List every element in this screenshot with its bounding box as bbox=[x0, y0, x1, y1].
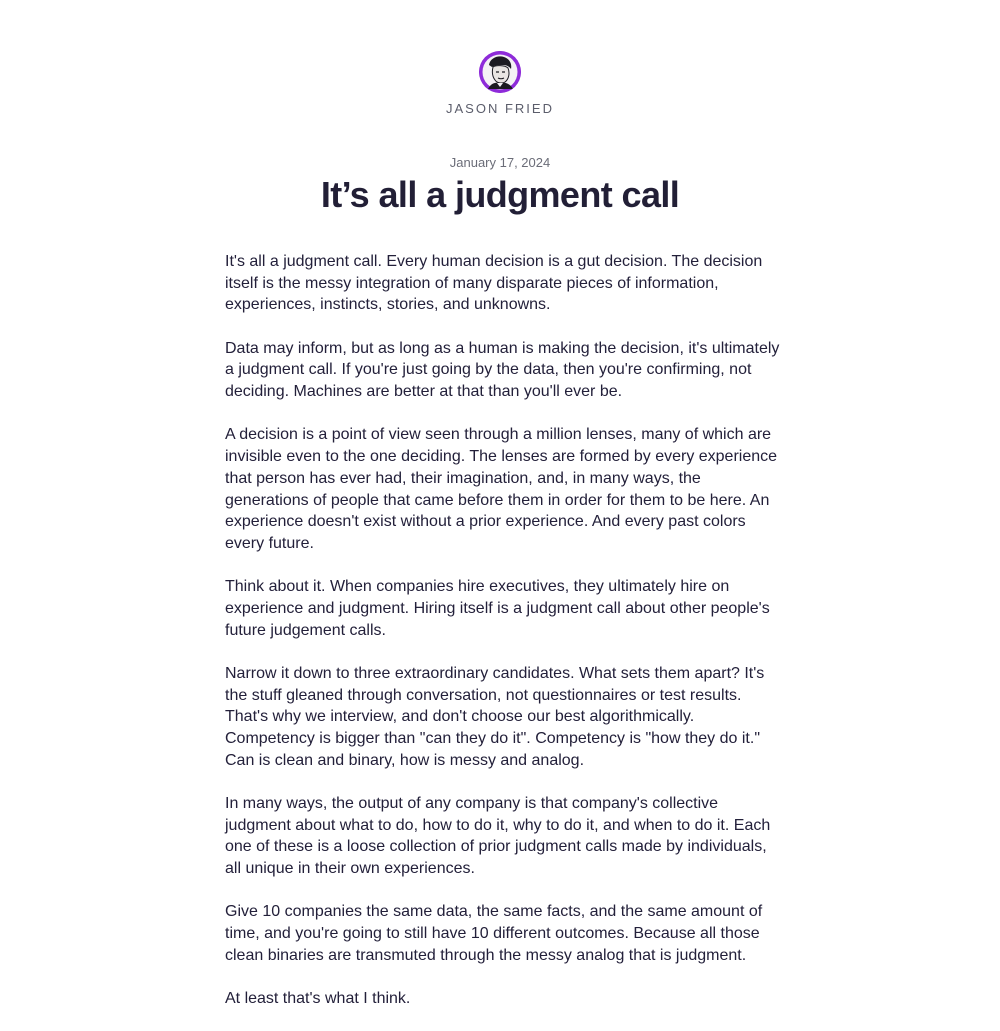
post-date: January 17, 2024 bbox=[449, 155, 551, 170]
paragraph: In many ways, the output of any company is that company's collective judgment about what to do, how to do it, why to do it, and when to do it. Each one of these is a loose collection of prior judgment calls made by individuals, all unique in their own experiences. bbox=[225, 795, 771, 878]
paragraph: At least that's what I think. bbox=[225, 990, 411, 1008]
paragraph: Think about it. When companies hire executives, they ultimately hire on experience and judgment. Hiring itself is a judgment call about other people's future judgement calls. bbox=[225, 578, 770, 639]
post-title: It’s all a judgment call bbox=[320, 174, 680, 215]
paragraph: Give 10 companies the same data, the same facts, and the same amount of time, and you're going to still have 10 different outcomes. Because all those clean binaries are transmuted through the messy analog that is judgment. bbox=[225, 903, 763, 964]
post-body bbox=[225, 251, 781, 1031]
author-name-link[interactable]: JASON FRIED bbox=[446, 101, 554, 116]
author-header bbox=[0, 51, 1000, 118]
portrait-avatar-icon[interactable] bbox=[479, 51, 521, 93]
paragraph: It's all a judgment call. Every human decision is a gut decision. The decision itself is the messy integration of many disparate pieces of information, experiences, instincts, stories, and unknowns. bbox=[225, 253, 763, 314]
paragraph: Data may inform, but as long as a human is making the decision, it's ultimately a judgment call. If you're just going by the data, then you're confirming, not deciding. Machines are better at that than you'll ever be. bbox=[225, 339, 780, 401]
paragraph: Narrow it down to three extraordinary candidates. What sets them apart? It's the stuff gleaned through conversation, not questionnaires or test results. That's why we interview, and don't choose our best algorithmically. Competency is bigger than "can they do it". Competency is "how they do it." Can is clean and binary, how is messy and analog. bbox=[225, 664, 765, 769]
paragraph: A decision is a point of view seen through a million lenses, many of which are invisible even to the one deciding. The lenses are formed by every experience that person has ever had, their imagination, and, in many ways, the generations of people that came before them in order for them to be here. An experience doesn't exist without a prior experience. And every past colors every future. bbox=[225, 426, 778, 552]
